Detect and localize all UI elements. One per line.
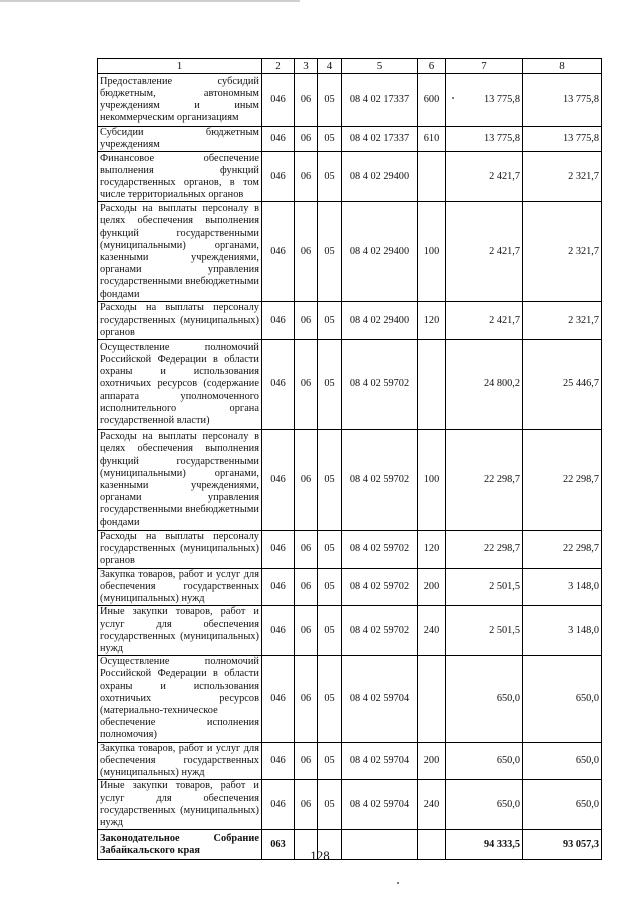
header-cell: 3 (295, 59, 318, 74)
expense-type-cell: 240 (418, 606, 446, 656)
amount-year1-cell: 650,0 (446, 656, 523, 742)
row-description: Субсидии бюджетным учреждениям (98, 127, 262, 152)
row-description: Закупка товаров, работ и услуг для обеспечения государственных (муниципальных) нужд (98, 742, 262, 780)
section-code-cell: 06 (295, 74, 318, 127)
row-description: Расходы на выплаты персоналу в целях обеспечения выполнения функций государственными (муниципальными) органами, казенными учреждениями, органами управления государственными внебюджетными фондами (98, 430, 262, 531)
subsection-code-cell: 05 (318, 780, 342, 830)
section-code-cell: 06 (295, 606, 318, 656)
ministry-code-cell: 046 (262, 780, 295, 830)
ministry-code-cell: 046 (262, 430, 295, 531)
amount-year1-cell: 94 333,5 (446, 830, 523, 860)
section-code-cell: 06 (295, 302, 318, 340)
header-cell: 7 (446, 59, 523, 74)
section-code-cell: 06 (295, 568, 318, 606)
header-cell: 1 (98, 59, 262, 74)
ministry-code-cell: 046 (262, 568, 295, 606)
row-description: Расходы на выплаты персоналу в целях обеспечения выполнения функций государственными (муниципальными) органами, казенными учреждениями, органами управления государственными внебюджетными фондами (98, 202, 262, 302)
table-row (98, 152, 602, 202)
table-row (98, 430, 602, 531)
header-cell: 4 (318, 59, 342, 74)
expense-type-cell: 600 (418, 74, 446, 127)
ministry-code-cell: 046 (262, 302, 295, 340)
expense-type-cell: 610 (418, 127, 446, 152)
header-cell: 2 (262, 59, 295, 74)
ministry-code-cell: 046 (262, 127, 295, 152)
amount-year1-cell: 22 298,7 (446, 430, 523, 531)
row-description: Законодательное Собрание Забайкальского края (98, 830, 262, 860)
expense-type-cell (418, 656, 446, 742)
row-description: Иные закупки товаров, работ и услуг для обеспечения государственных (муниципальных) нужд (98, 606, 262, 656)
amount-year2-cell: 2 321,7 (523, 302, 602, 340)
row-description: Расходы на выплаты персоналу государственных (муниципальных) органов (98, 531, 262, 569)
scan-speck (397, 882, 399, 884)
expense-type-cell: 120 (418, 531, 446, 569)
section-code-cell: 06 (295, 656, 318, 742)
row-description: Закупка товаров, работ и услуг для обеспечения государственных (муниципальных) нужд (98, 568, 262, 606)
amount-year1-cell: 650,0 (446, 742, 523, 780)
target-article-cell: 08 4 02 17337 (342, 127, 418, 152)
amount-year1-cell: 13 775,8 (446, 127, 523, 152)
amount-year2-cell: 25 446,7 (523, 340, 602, 430)
target-article-cell: 08 4 02 59702 (342, 568, 418, 606)
row-description: Осуществление полномочий Российской Федерации в области охраны и использования охотничьих ресурсов (содержание аппарата уполномоченного исполнительного органа государственной власти) (98, 340, 262, 430)
page-number: 128 (310, 848, 330, 863)
table-row (98, 568, 602, 606)
table-row (98, 127, 602, 152)
row-description: Финансовое обеспечение выполнения функций государственных органов, в том числе территориальных органов (98, 152, 262, 202)
expense-type-cell: 120 (418, 302, 446, 340)
amount-year1-cell: 13 775,8 (446, 74, 523, 127)
table-row (98, 202, 602, 302)
section-code-cell: 06 (295, 152, 318, 202)
amount-year2-cell: 650,0 (523, 656, 602, 742)
subsection-code-cell: 05 (318, 531, 342, 569)
ministry-code-cell: 046 (262, 74, 295, 127)
row-description: Расходы на выплаты персоналу государственных (муниципальных) органов (98, 302, 262, 340)
header-row (98, 59, 602, 74)
row-description: Предоставление субсидий бюджетным, автономным учреждениям и иным некоммерческим организациям (98, 74, 262, 127)
ministry-code-cell: 046 (262, 606, 295, 656)
expense-type-cell (418, 340, 446, 430)
amount-year2-cell: 2 321,7 (523, 202, 602, 302)
table-row (98, 74, 602, 127)
subsection-code-cell: 05 (318, 127, 342, 152)
row-description: Иные закупки товаров, работ и услуг для обеспечения государственных (муниципальных) нужд (98, 780, 262, 830)
subsection-code-cell: 05 (318, 340, 342, 430)
amount-year1-cell: 2 501,5 (446, 606, 523, 656)
subsection-code-cell: 05 (318, 202, 342, 302)
expense-type-cell: 200 (418, 568, 446, 606)
row-description: Осуществление полномочий Российской Федерации в области охраны и использования охотничьих ресурсов (материально-техническое обеспечение исполнения полномочия) (98, 656, 262, 742)
amount-year2-cell: 650,0 (523, 780, 602, 830)
amount-year2-cell: 22 298,7 (523, 531, 602, 569)
ministry-code-cell: 046 (262, 656, 295, 742)
subsection-code-cell: 05 (318, 742, 342, 780)
table-row (98, 531, 602, 569)
target-article-cell: 08 4 02 59702 (342, 340, 418, 430)
subsection-code-cell: 05 (318, 430, 342, 531)
subsection-code-cell: 05 (318, 606, 342, 656)
ministry-code-cell: 046 (262, 742, 295, 780)
target-article-cell: 08 4 02 17337 (342, 74, 418, 127)
target-article-cell: 08 4 02 59704 (342, 780, 418, 830)
amount-year1-cell: 24 800,2 (446, 340, 523, 430)
amount-year1-cell: 2 421,7 (446, 202, 523, 302)
scan-speck (452, 97, 454, 99)
amount-year1-cell: 22 298,7 (446, 531, 523, 569)
subsection-code-cell: 05 (318, 152, 342, 202)
expense-type-cell (418, 152, 446, 202)
section-code-cell: 06 (295, 202, 318, 302)
subsection-code-cell: 05 (318, 74, 342, 127)
header-cell: 5 (342, 59, 418, 74)
target-article-cell: 08 4 02 59704 (342, 742, 418, 780)
section-code-cell: 06 (295, 127, 318, 152)
table-row (98, 780, 602, 830)
target-article-cell: 08 4 02 59702 (342, 531, 418, 569)
ministry-code-cell: 046 (262, 202, 295, 302)
table-row (98, 606, 602, 656)
ministry-code-cell: 046 (262, 340, 295, 430)
ministry-code-cell: 046 (262, 152, 295, 202)
ministry-code-cell: 046 (262, 531, 295, 569)
amount-year2-cell: 2 321,7 (523, 152, 602, 202)
target-article-cell: 08 4 02 59702 (342, 606, 418, 656)
amount-year2-cell: 650,0 (523, 742, 602, 780)
subsection-code-cell: 05 (318, 656, 342, 742)
expense-type-cell: 240 (418, 780, 446, 830)
table-row (98, 302, 602, 340)
table-row (98, 340, 602, 430)
scan-top-edge (0, 0, 300, 2)
target-article-cell: 08 4 02 59702 (342, 430, 418, 531)
subsection-code-cell: 05 (318, 568, 342, 606)
expense-type-cell: 200 (418, 742, 446, 780)
target-article-cell: 08 4 02 29400 (342, 202, 418, 302)
amount-year2-cell: 3 148,0 (523, 568, 602, 606)
table-body (98, 59, 602, 860)
amount-year1-cell: 2 421,7 (446, 152, 523, 202)
amount-year1-cell: 2 421,7 (446, 302, 523, 340)
table-row (98, 656, 602, 742)
subsection-code-cell: 05 (318, 302, 342, 340)
target-article-cell: 08 4 02 29400 (342, 302, 418, 340)
section-code-cell: 06 (295, 780, 318, 830)
expense-type-cell: 100 (418, 430, 446, 531)
amount-year2-cell: 22 298,7 (523, 430, 602, 531)
section-code-cell: 06 (295, 340, 318, 430)
target-article-cell: 08 4 02 29400 (342, 152, 418, 202)
header-cell: 8 (523, 59, 602, 74)
budget-table (97, 58, 602, 860)
amount-year2-cell: 3 148,0 (523, 606, 602, 656)
section-code-cell: 06 (295, 742, 318, 780)
header-cell: 6 (418, 59, 446, 74)
section-code-cell: 06 (295, 531, 318, 569)
amount-year2-cell: 13 775,8 (523, 74, 602, 127)
amount-year1-cell: 2 501,5 (446, 568, 523, 606)
expense-type-cell: 100 (418, 202, 446, 302)
amount-year1-cell: 650,0 (446, 780, 523, 830)
section-code-cell: 06 (295, 430, 318, 531)
amount-year2-cell: 13 775,8 (523, 127, 602, 152)
target-article-cell: 08 4 02 59704 (342, 656, 418, 742)
ministry-code-cell: 063 (262, 830, 295, 860)
table-row (98, 742, 602, 780)
amount-year2-cell: 93 057,3 (523, 830, 602, 860)
